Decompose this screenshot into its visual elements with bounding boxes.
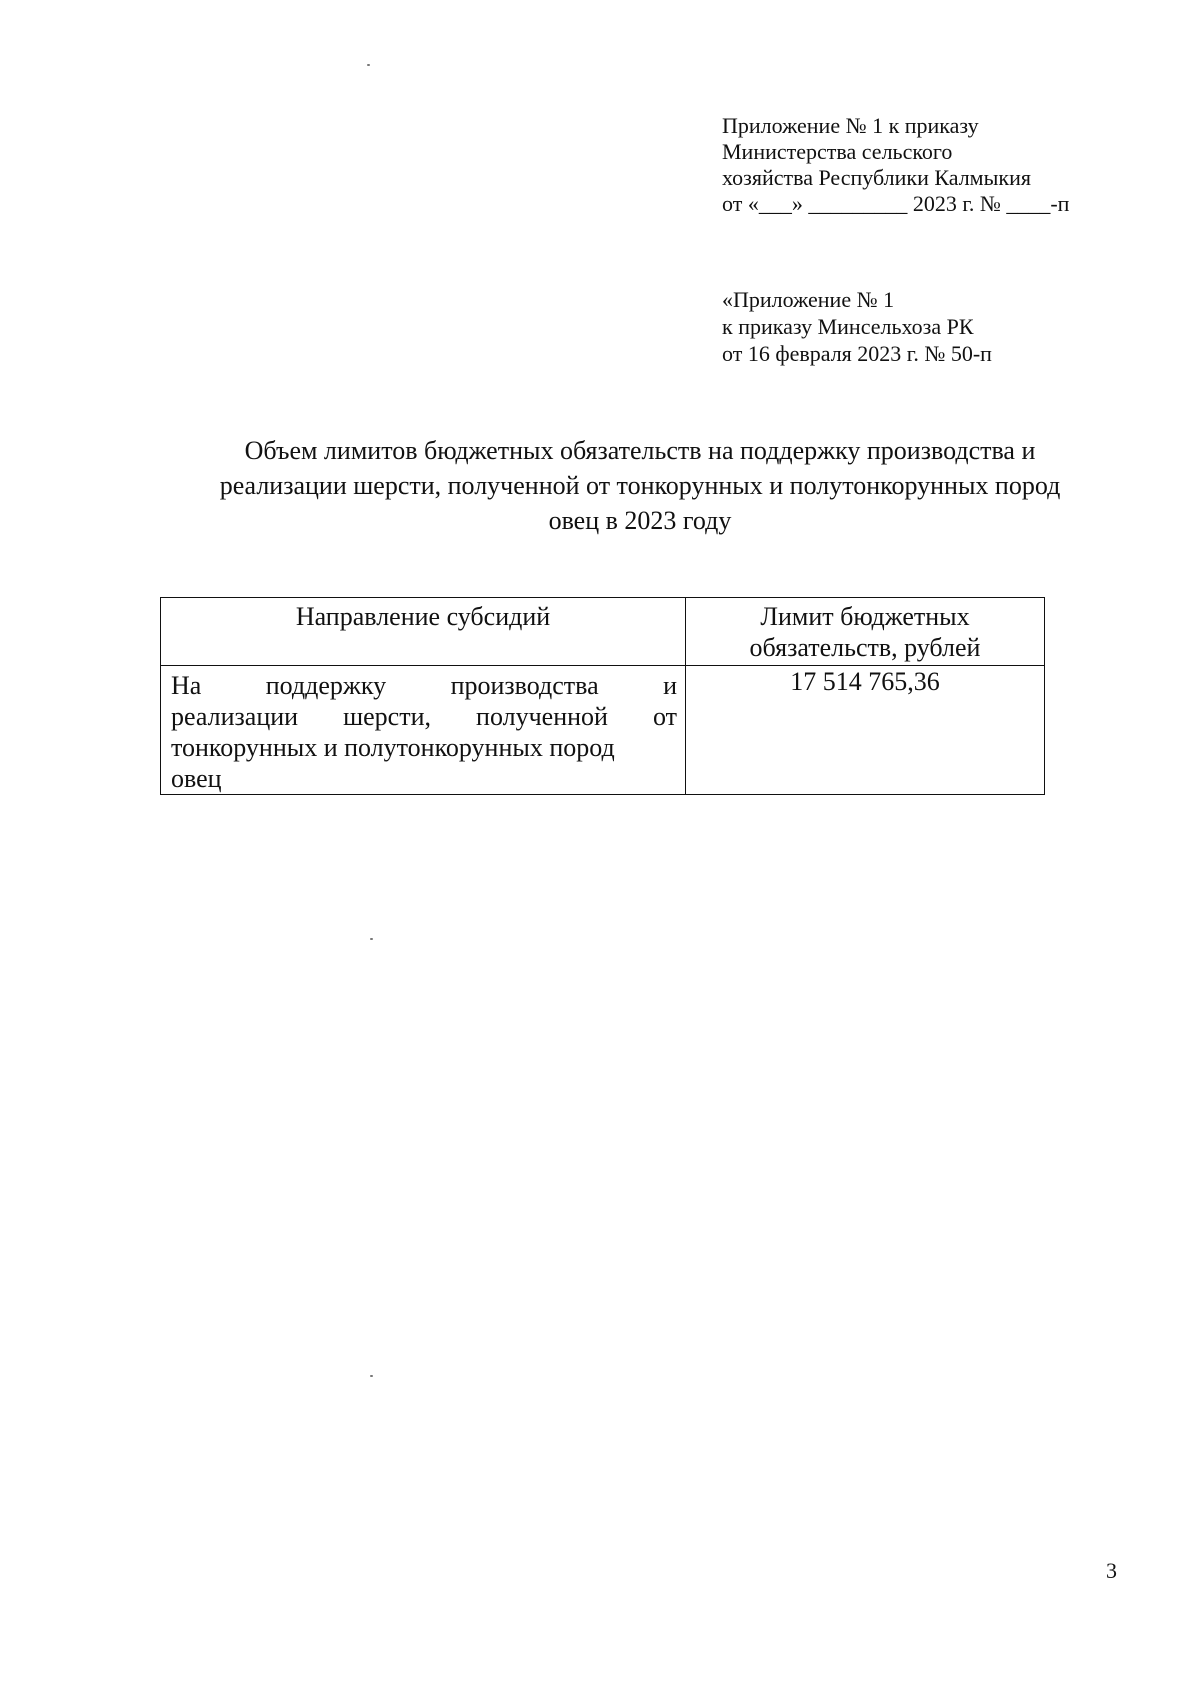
table-header-row bbox=[161, 598, 1045, 666]
page-number: 3 bbox=[1106, 1558, 1117, 1583]
original-appendix-header bbox=[722, 286, 992, 367]
limit-value: 17 514 765,36 bbox=[686, 666, 1045, 795]
direction-cell bbox=[161, 666, 686, 795]
title-line: Объем лимитов бюджетных обязательств на поддержку производства и bbox=[244, 436, 1036, 465]
appendix-header-line: Министерства сельского bbox=[722, 139, 953, 164]
title-line: овец в 2023 году bbox=[548, 506, 732, 535]
original-appendix-line: к приказу Минсельхоза РК bbox=[722, 314, 974, 339]
appendix-header bbox=[722, 113, 1069, 217]
header-limit bbox=[686, 598, 1045, 666]
title-line: реализации шерсти, полученной от тонкорунных и полутонкорунных пород bbox=[219, 471, 1061, 500]
header-limit-line: обязательств, рублей bbox=[749, 633, 981, 662]
direction-line: На поддержку производства и bbox=[171, 671, 677, 700]
appendix-header-line: хозяйства Республики Калмыкия bbox=[722, 165, 1031, 190]
scan-speck bbox=[370, 1375, 373, 1377]
original-appendix-line: от 16 февраля 2023 г. № 50-п bbox=[722, 341, 992, 366]
direction-line: реализации шерсти, полученной от bbox=[171, 702, 677, 731]
limits-table bbox=[160, 597, 1045, 795]
header-limit-line: Лимит бюджетных bbox=[760, 602, 970, 631]
document-title bbox=[160, 433, 1120, 538]
header-direction: Направление субсидий bbox=[161, 598, 686, 666]
appendix-header-line: Приложение № 1 к приказу bbox=[722, 113, 979, 138]
scan-speck bbox=[370, 938, 373, 940]
table-row bbox=[161, 666, 1045, 795]
scan-speck bbox=[367, 64, 370, 66]
appendix-header-line: от «___» _________ 2023 г. № ____-п bbox=[722, 191, 1070, 216]
direction-line: овец bbox=[171, 764, 222, 793]
direction-line: тонкорунных и полутонкорунных пород bbox=[171, 733, 615, 762]
original-appendix-line: «Приложение № 1 bbox=[722, 287, 895, 312]
